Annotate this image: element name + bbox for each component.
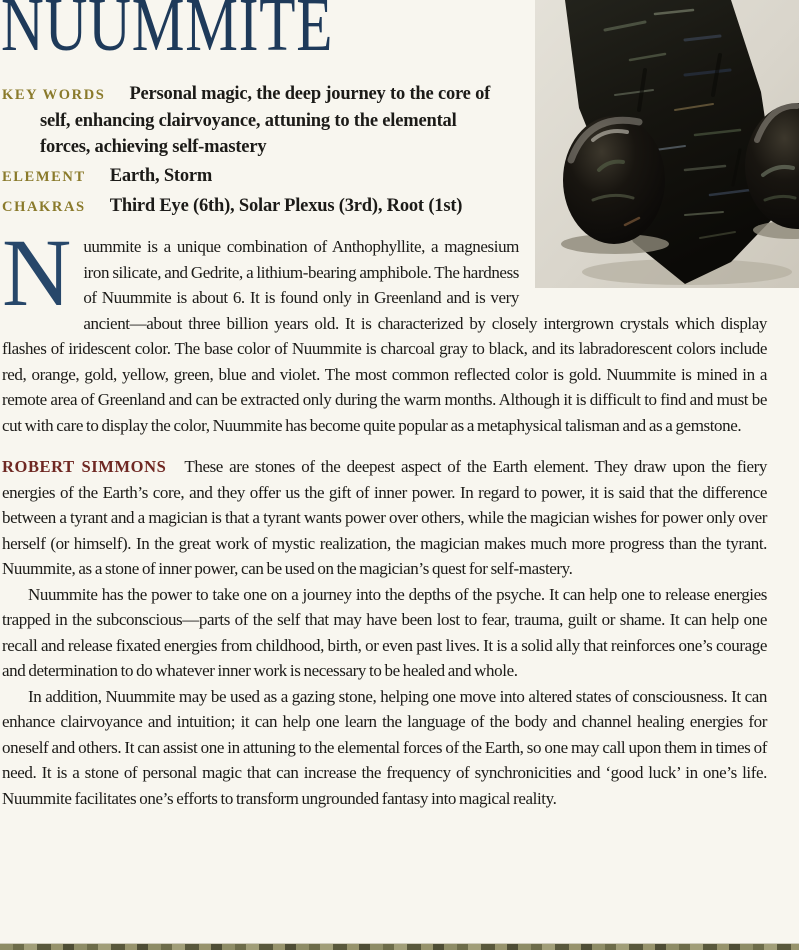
cabochon-left [563,116,665,244]
author-paragraph-1 [2,454,767,582]
element-label: ELEMENT [2,169,86,185]
author-paragraph-3: In addition, Nuummite may be used as a gazing stone, helping one move into altered states of consciousness. It can enhance clairvoyance and intuition; it can help one learn the language of the body and channel healing energies for oneself and others. It can assist one in attuning to the elemental forces of the Earth, so one may call upon them in times of need. It is a stone of personal magic that can increase the frequency of synchronicities and ‘good luck’ in one’s life. Nuummite facilitates one’s efforts to transform ungrounded fantasy into magical reality. [2,686,767,808]
author-name: ROBERT SIMMONS [2,457,167,476]
chakras-value: Third Eye (6th), Solar Plexus (3rd), Root (1st) [109,196,463,216]
keywords-row [2,81,507,160]
element-value: Earth, Storm [109,166,213,186]
author-paragraph-1-text: These are stones of the deepest aspect of the Earth element. They draw upon the fiery energies of the Earth’s core, and they offer us the gift of inner power. In regard to power, it is said that the difference between a tyrant and a magician is that a tyrant wants power over others, while the magician wishes for power only over herself (or himself). In the great work of mystic realization, the magician makes much more progress than the tyrant. Nuummite, as a stone of inner power, can be used on the magician’s quest for self-mastery. [2,457,767,578]
author-paragraph-2: Nuummite has the power to take one on a journey into the depths of the psyche. It can help one to release energies trapped in the subconscious—parts of the self that may have been lost to fear, trauma, guilt or shame. It can help one recall and release fixated energies from childhood, birth, or even past lives. It is a solid ally that reinforces one’s courage and determination to do whatever inner work is necessary to be healed and whole. [2,584,767,680]
intro-text: uummite is a unique combination of Anthophyllite, a magnesium iron silicate, and Gedrite, a lithium-bearing amphibole. The hardness of Nuummite is about 6. It is found only in Greenland and is very ancient—about three billion years old. It is characterized by closely intergrown crystals which display flashes of iridescent color. The base color of Nuummite is charcoal gray to black, and its labradorescent colors include red, orange, gold, yellow, green, blue and violet. The most common reflected color is gold. Nuummite is mined in a remote area of Greenland and can be extracted only during the warm months. Although it is difficult to find and must be cut with care to display the color, Nuummite has become quite popular as a metaphysical talisman and as a gemstone. [2,237,767,435]
chakras-label: CHAKRAS [2,199,86,215]
attribute-list [2,81,507,220]
keywords-value: Personal magic, the deep journey to the core of self, enhancing clairvoyance, attuning to the elemental forces, achieving self-mastery [40,84,491,157]
author-section [2,454,767,811]
drop-cap: N [2,219,72,326]
page-title: NUUMMITE [1,0,334,67]
keywords-label: KEY WORDS [2,87,106,103]
chakras-row [2,193,507,220]
element-row [2,163,507,190]
next-photo-edge [0,943,799,950]
